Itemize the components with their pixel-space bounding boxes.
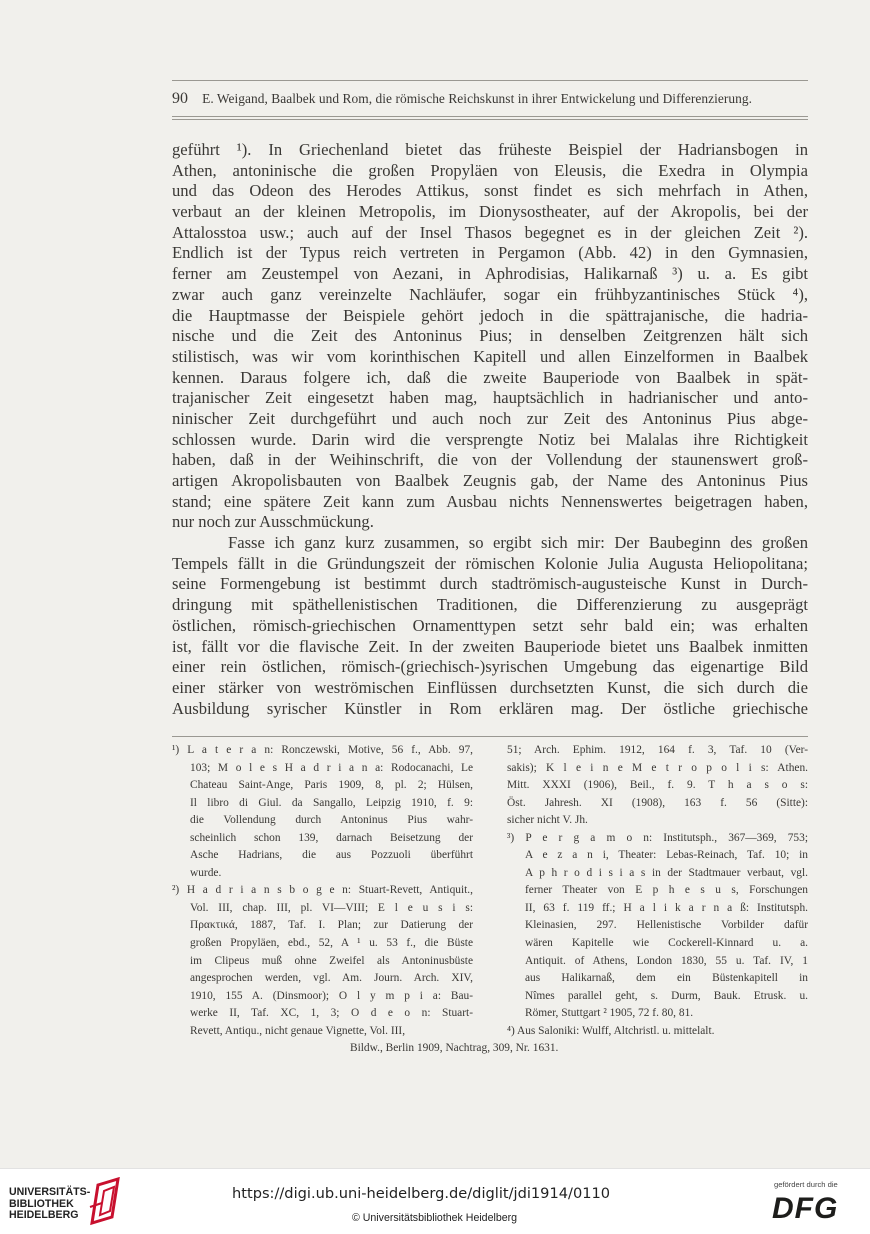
text-line: haben, daß in der Weihinschrift, die von der Vollendung der staunenswert groß- <box>172 450 808 470</box>
text-line: dringung mit späthellenistischen Traditionen, die Differenzierung zu ausgeprägt <box>172 595 808 615</box>
footnote-line: im Clipeus muß ohne Zweifel als Antoninusbüste <box>190 954 473 967</box>
text-line: artigen Akropolisbauten von Baalbek Zeugnis gab, der Name des Antoninus Pius <box>172 471 808 490</box>
footnote-line: Römer, Stuttgart ² 1905, 72 f. 80, 81. <box>525 1007 694 1020</box>
footnote-tail: Bildw., Berlin 1909, Nachtrag, 309, Nr. 1631. <box>350 1042 559 1054</box>
text-line: Ausbildung syrischer Künstler in Rom erklären mag. Der östliche griechische <box>172 698 808 718</box>
footnote-line: sicher nicht V. Jh. <box>507 814 588 827</box>
footnote-line: Nîmes parallel geht, s. Durm, Bauk. Etrusk. u. <box>525 989 808 1002</box>
footnote-line: die Vollendung durch Antoninus Pius wahr- <box>190 814 473 827</box>
footnote-line: Vol. III, chap. III, pl. VI—VIII; E l e u s i s: <box>190 901 473 914</box>
footnote-line: Kleinasien, 297. Hellenistische Vorbilder dafür <box>525 919 808 932</box>
footnote-line: Mitt. XXXI (1906), Beil., f. 9. T h a s o s: <box>507 779 808 792</box>
footnote-line: 1910, 155 A. (Dinsmoor); O l y m p i a: Bau- <box>190 989 473 1002</box>
header-rule-bottom-2 <box>172 119 808 120</box>
text-line: zwar auch ganz vereinzelte Nachläufer, sogar ein frühbyzantinisches Stück ⁴), <box>172 284 808 304</box>
text-line: trajanischer Zeit eingesetzt haben mag, hauptsächlich in hadrianischer und anto- <box>172 388 808 408</box>
ub-heidelberg-logo-icon[interactable] <box>88 1177 124 1227</box>
text-line: seine Formengebung ist bestimmt durch stadtrömisch-augusteische Kunst in Durch- <box>172 574 808 594</box>
footnote-line: ⁴) Aus Saloniki: Wulff, Altchristl. u. mittelalt. <box>507 1024 715 1037</box>
text-line: verbaut an der kleinen Metropolis, im Dionysostheater, auf der Akropolis, bei der <box>172 202 808 222</box>
text-line: ist, fällt vor die flavische Zeit. In der zweiten Bauperiode bietet uns Baalbek inmitten <box>172 636 808 656</box>
library-name[interactable] <box>9 1187 90 1222</box>
footnote-line: 103; M o l e s H a d r i a n a: Rodocanachi, Le <box>190 761 473 774</box>
footnote-line: A e z a n i, Theater: Lebas-Reinach, Taf. 10; in <box>525 849 808 862</box>
footnotes-right-column <box>507 742 808 1040</box>
text-line: Tempels fällt in die Gründungszeit der römischen Kolonie Julia Augusta Heliopolitana; <box>172 553 808 573</box>
text-line: geführt ¹). In Griechenland bietet das früheste Beispiel der Hadriansbogen in <box>172 140 808 159</box>
footnote-line: II, 63 f. 119 ff.; H a l i k a r n a ß: Institutsph. <box>525 901 808 914</box>
footnote-line: ferner Theater von E p h e s u s, Forschungen <box>525 884 808 897</box>
text-line: nur noch zur Ausschmückung. <box>172 512 374 532</box>
footnote-line: Il libro di Giul. da Sangallo, Leipzig 1910, f. 9: <box>190 796 473 809</box>
text-line: und das Odeon des Herodes Attikus, sonst findet es sich mehrfach in Athen, <box>172 181 808 201</box>
running-title: E. Weigand, Baalbek und Rom, die römische Reichskunst in ihrer Entwickelung und Differenzierung. <box>202 91 752 106</box>
text-line: schlossen wurde. Darin wird die versprengte Notiz bei Malalas ihre Richtigkeit <box>172 429 808 449</box>
footnote-line: ¹) L a t e r a n: Ronczewski, Motive, 56 f., Abb. 97, <box>172 744 473 756</box>
library-name-line1: UNIVERSITÄTS- <box>9 1186 91 1198</box>
text-line: Fasse ich ganz kurz zusammen, so ergibt sich mir: Der Baubeginn des großen <box>228 533 808 553</box>
text-line: ninischer Zeit durchgeführt und auch noch zur Zeit des Antoninus Pius abge- <box>172 408 808 428</box>
footnote-line: 51; Arch. Ephim. 1912, 164 f. 3, Taf. 10 (Ver- <box>507 744 808 756</box>
page-number: 90 <box>172 90 189 107</box>
footnote-line: Asche Hadrians, die aus Pozzuoli überführt <box>190 849 473 862</box>
text-line: Attalosstoa usw.; auch auf der Insel Thasos begegnet es in der gleichen Zeit ²). <box>172 222 808 242</box>
text-line: ferner am Zeustempel von Aezani, in Aphrodisias, Halikarnaß ³) u. a. Es gibt <box>172 264 808 284</box>
footnote-line: Πρακτικά, 1887, Taf. I. Plan; zur Datierung der <box>190 919 473 932</box>
footnote-line: wären Kapitelle wie Cockerell-Kinnard u. a. <box>525 937 808 950</box>
text-line: kennen. Daraus folgere ich, daß die zweite Bauperiode von Baalbek in spät- <box>172 367 808 387</box>
footnote-line: großen Propyläen, ebd., 52, A ¹ u. 53 f., die Büste <box>190 937 473 950</box>
footnote-line: sakis); K l e i n e M e t r o p o l i s: Athen. <box>507 761 808 774</box>
header-rule-top <box>172 80 808 81</box>
library-name-line2: BIBLIOTHEK <box>9 1197 74 1210</box>
footnote-line: werke II, Taf. XC, 1, 3; O d e o n: Stuart- <box>190 1007 473 1020</box>
text-line: Endlich ist der Typus reich vertreten in Pergamon (Abb. 42) in den Gymnasien, <box>172 243 808 263</box>
footnote-line: Öst. Jahresh. XI (1908), 163 f. 56 (Sitte): <box>507 796 808 809</box>
text-line: stilistisch, was wir vom korinthischen Kapitell und allen Einzelformen in Baalbek <box>172 346 808 366</box>
footnotes-left-column <box>172 742 473 1040</box>
header-rule-bottom <box>172 116 808 117</box>
text-line: einer rein östlichen, römisch-(griechisch-)syrischen Umgebung das eigenartige Bild <box>172 657 808 677</box>
footnote-rule <box>172 736 808 737</box>
footnote-line: Revett, Antiqu., nicht genaue Vignette, Vol. III, <box>190 1024 406 1037</box>
library-name-line3: HEIDELBERG <box>9 1209 79 1222</box>
footnote-line: Antiquit. of Athens, London 1830, 55 u. Taf. IV, 1 <box>525 954 808 967</box>
footnote-line: A p h r o d i s i a s in der Stadtmauer verbaut, vgl. <box>525 866 808 879</box>
footnote-line: Chateau Saint-Ange, Paris 1909, 8, pl. 2; Hülsen, <box>190 779 473 792</box>
footnote-line: aus Halikarnaß, dem ein Büstenkapitell in <box>525 972 808 985</box>
text-line: Athen, antoninische die großen Propyläen von Eleusis, die Exedra in Olympia <box>172 160 808 180</box>
text-line: stand; eine spätere Zeit kann zum Ausbau nichts Nennenswertes beigetragen haben, <box>172 491 808 511</box>
running-header <box>172 90 808 108</box>
footnote-line: angesprochen werden, vgl. Am. Journ. Arch. XIV, <box>190 972 473 985</box>
footnote-line: wurde. <box>190 866 222 879</box>
dfg-logo-icon[interactable]: DFG <box>772 1192 839 1225</box>
page-url-link[interactable]: https://digi.ub.uni-heidelberg.de/diglit/jdi1914/0110 <box>232 1185 611 1202</box>
footnote-line: ³) P e r g a m o n: Institutsph., 367—369, 753; <box>507 831 808 844</box>
text-line: einer stärker von weströmischen Einflüssen durchsetzten Kunst, die sich durch die <box>172 677 808 697</box>
footnote-line: ²) H a d r i a n s b o g e n: Stuart-Revett, Antiquit., <box>172 884 473 897</box>
copyright-text: © Universitätsbibliothek Heidelberg <box>352 1212 518 1224</box>
text-line: die Hauptmasse der Beispiele gehört jedoch in die spättrajanische, die hadria- <box>172 305 808 325</box>
text-line: nische und die Zeit des Antoninus Pius; in denselben Zeitgrenzen hält sich <box>172 326 808 346</box>
text-line: östlichen, römisch-griechischen Ornamenttypen setzt sehr bald ein; was erhalten <box>172 615 808 635</box>
funded-by-text: gefördert durch die <box>774 1180 838 1189</box>
main-text <box>172 140 808 719</box>
footnote-line: scheinlich schon 139, darnach Beisetzung der <box>190 831 473 844</box>
